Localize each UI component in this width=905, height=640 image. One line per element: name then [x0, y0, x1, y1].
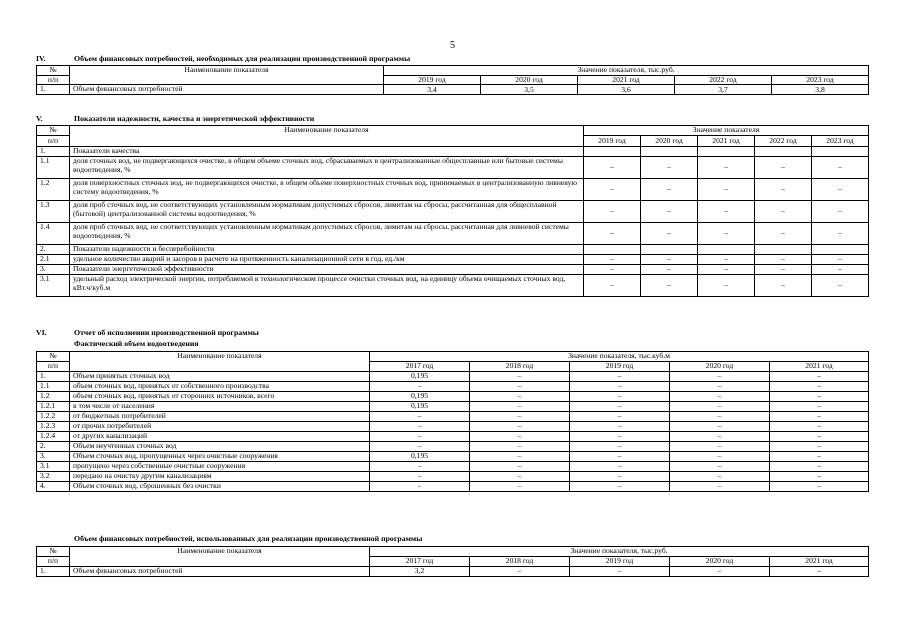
row-value: –	[570, 402, 670, 412]
row-number: 4.	[37, 482, 70, 492]
col-header-no: №	[37, 126, 70, 136]
row-value: –	[670, 402, 770, 412]
table-row	[37, 275, 869, 297]
row-value: –	[570, 392, 670, 402]
table-row	[37, 567, 869, 577]
year-header: 2018 год	[470, 362, 570, 372]
row-value: -	[370, 472, 470, 482]
year-header: 2021 год	[770, 557, 869, 567]
row-value: –	[770, 402, 869, 412]
row-number: 3.	[37, 265, 70, 275]
section-iv-heading: Объем финансовых потребностей, необходимых для реализации производственной программы	[74, 54, 411, 63]
col-header-pp: п/п	[37, 557, 70, 567]
table-row	[37, 382, 869, 392]
row-value: –	[698, 255, 755, 265]
row-value: –	[670, 392, 770, 402]
row-number: 1.2.2	[37, 412, 70, 422]
row-value: –	[770, 482, 869, 492]
row-value: –	[698, 201, 755, 223]
row-value: –	[570, 432, 670, 442]
row-value: –	[584, 255, 641, 265]
row-number: 1.2.1	[37, 402, 70, 412]
section-v-title	[36, 115, 314, 124]
row-name: доля проб сточных вод, не соответствующих установленным нормативам допустимых сбросов, лимитам на сбросы, рассчитанная для общесплавной (бытовой) централизованной системы водоотведения, %	[70, 201, 584, 223]
row-value: –	[770, 422, 869, 432]
row-number: 1.2.4	[37, 432, 70, 442]
row-value: –	[698, 157, 755, 179]
row-number: 3.2	[37, 472, 70, 482]
row-value: –	[770, 392, 869, 402]
year-header: 2022 год	[755, 136, 812, 147]
year-header: 2020 год	[641, 136, 698, 147]
row-number: 3.	[37, 452, 70, 462]
row-value: –	[812, 201, 869, 223]
year-header: 2019 год	[570, 557, 670, 567]
row-value: –	[670, 432, 770, 442]
row-value: –	[641, 179, 698, 201]
row-value: 3,5	[481, 85, 578, 95]
table-row	[37, 442, 869, 452]
wastewater-volume-table	[36, 351, 869, 492]
row-value: –	[641, 201, 698, 223]
row-value: –	[670, 422, 770, 432]
section-vi-number: VI.	[36, 328, 47, 337]
row-name: доля сточных вод, не подвергающихся очистке, в общем объеме сточных вод, сбрасываемых в централизованные общесплавные или бытовые системы водоотведения, %	[70, 157, 584, 179]
table-row	[37, 462, 869, 472]
row-name: доля поверхностных сточных вод, не подвергающихся очистке, в общем объеме поверхностных сточных вод, принимаемых в централизованную ливневую систему водоотведения, %	[70, 179, 584, 201]
col-header-no: №	[37, 547, 70, 557]
row-value: –	[770, 472, 869, 482]
financial-needs-table	[36, 65, 869, 95]
year-header: 2018 год	[470, 557, 570, 567]
row-value: –	[584, 265, 641, 275]
row-value: -	[370, 462, 470, 472]
row-name: от бюджетных потребителей	[70, 412, 370, 422]
row-number: 1.2	[37, 179, 70, 201]
row-name: пропущено через собственные очистные сооружения	[70, 462, 370, 472]
row-name: от прочих потребителей	[70, 422, 370, 432]
row-value: –	[770, 372, 869, 382]
table-row	[37, 85, 869, 95]
year-header: 2017 год	[370, 557, 470, 567]
row-value: –	[770, 382, 869, 392]
row-value: 3,2	[370, 567, 470, 577]
row-value: -	[370, 382, 470, 392]
row-value: –	[812, 275, 869, 297]
row-value: –	[812, 255, 869, 265]
financial-used-title: Объем финансовых потребностей, использованных для реализации производственной программы	[74, 534, 423, 543]
row-value: –	[470, 372, 570, 382]
row-value: –	[470, 452, 570, 462]
table-row	[37, 412, 869, 422]
row-value: –	[641, 157, 698, 179]
row-value: –	[812, 265, 869, 275]
row-value: –	[670, 462, 770, 472]
row-number: 1.	[37, 85, 70, 95]
year-header: 2019 год	[584, 136, 641, 147]
row-name: Объем финансовых потребностей	[70, 567, 370, 577]
table-row	[37, 372, 869, 382]
row-name: передано на очистку другим канализациям	[70, 472, 370, 482]
row-value: –	[755, 223, 812, 245]
row-name: доля проб сточных вод, не соответствующих установленным нормативам допустимых сбросов, лимитам на сбросы, рассчитанная для ливневой системы водоотведения, %	[70, 223, 584, 245]
row-name: объем сточных вод, принятых от собственного производства	[70, 382, 370, 392]
row-value: –	[770, 412, 869, 422]
row-value: –	[570, 462, 670, 472]
row-value: –	[770, 567, 869, 577]
table-row	[37, 147, 869, 157]
table-row	[37, 265, 869, 275]
row-value: 3,7	[675, 85, 772, 95]
row-name: удельный расход электрической энергии, потребляемой в технологическом процессе очистки сточных вод, на единицу объема очищаемых сточных вод, кВт.ч/куб.м	[70, 275, 584, 297]
row-value: –	[470, 422, 570, 432]
row-number: 1.	[37, 147, 70, 157]
year-header: 2023 год	[772, 75, 869, 85]
col-header-name: Наименование показателя	[70, 126, 584, 147]
row-value: 0,195	[370, 372, 470, 382]
row-value: –	[670, 472, 770, 482]
row-value: –	[470, 392, 570, 402]
row-value: –	[584, 201, 641, 223]
reliability-indicators-table	[36, 125, 869, 297]
row-value: –	[755, 255, 812, 265]
section-v-heading: Показатели надежности, качества и энергетической эффективности	[74, 114, 315, 123]
row-value: –	[570, 472, 670, 482]
year-header: 2020 год	[670, 557, 770, 567]
year-header: 2020 год	[481, 75, 578, 85]
col-header-value: Значение показателя, тыс.куб.м	[370, 352, 869, 362]
section-iv-title	[36, 55, 410, 64]
row-value: –	[584, 223, 641, 245]
year-header: 2017 год	[370, 362, 470, 372]
section-vi-subtitle: Фактический объем водоотведения	[74, 339, 199, 348]
row-value: –	[370, 432, 470, 442]
row-value: –	[584, 179, 641, 201]
row-name: Объем принятых сточных вод	[70, 372, 370, 382]
row-value: –	[570, 567, 670, 577]
table-row	[37, 472, 869, 482]
row-value: –	[570, 382, 670, 392]
row-value: –	[641, 223, 698, 245]
row-value: –	[698, 265, 755, 275]
row-value: –	[470, 472, 570, 482]
col-header-no: №	[37, 352, 70, 362]
row-value: –	[584, 275, 641, 297]
row-value: –	[470, 382, 570, 392]
row-name: Показатели качества	[70, 147, 584, 157]
col-header-name: Наименование показателя	[70, 66, 384, 85]
row-value: –	[370, 422, 470, 432]
table-row	[37, 482, 869, 492]
row-name: Объем сточных вод, пропущенных через очистные сооружения	[70, 452, 370, 462]
row-name: Объем финансовых потребностей	[70, 85, 384, 95]
row-value: –	[698, 179, 755, 201]
table-row	[37, 223, 869, 245]
row-value: –	[755, 179, 812, 201]
row-value: 0,195	[370, 402, 470, 412]
row-value: –	[812, 223, 869, 245]
row-value: –	[670, 452, 770, 462]
section-v-number: V.	[36, 114, 43, 123]
row-name: Показатели энергетической эффективности	[70, 265, 584, 275]
row-name: Объем сточных вод, сброшенных без очистки	[70, 482, 370, 492]
row-number: 3.1	[37, 462, 70, 472]
row-name: от других канализаций	[70, 432, 370, 442]
row-name: объем сточных вод, принятых от сторонних источников, всего	[70, 392, 370, 402]
col-header-name: Наименование показателя	[70, 352, 370, 372]
table-row	[37, 245, 869, 255]
row-number: 1.	[37, 372, 70, 382]
row-name: Объем неучтенных сточных вод	[70, 442, 370, 452]
table-row	[37, 201, 869, 223]
row-value: –	[770, 442, 869, 452]
row-value: –	[670, 372, 770, 382]
table-row	[37, 432, 869, 442]
row-value: 0,195	[370, 452, 470, 462]
row-number: 3.1	[37, 275, 70, 297]
row-value: –	[641, 275, 698, 297]
row-value: 3,6	[578, 85, 675, 95]
year-header: 2020 год	[670, 362, 770, 372]
col-header-pp: п/п	[37, 362, 70, 372]
row-number: 1.	[37, 567, 70, 577]
row-value: –	[770, 462, 869, 472]
row-value: –	[370, 412, 470, 422]
row-value: –	[670, 482, 770, 492]
row-number: 1.3	[37, 201, 70, 223]
row-number: 1.1	[37, 157, 70, 179]
row-value: –	[470, 432, 570, 442]
section-vi-title	[36, 329, 259, 338]
row-value: –	[570, 372, 670, 382]
row-value: –	[570, 412, 670, 422]
row-value: -	[370, 482, 470, 492]
col-header-value: Значение показателя, тыс.руб.	[370, 547, 869, 557]
row-number: 1.1	[37, 382, 70, 392]
row-value: –	[470, 482, 570, 492]
col-header-name: Наименование показателя	[70, 547, 370, 567]
row-value: –	[698, 275, 755, 297]
year-header: 2021 год	[578, 75, 675, 85]
row-value: –	[670, 567, 770, 577]
table-row	[37, 179, 869, 201]
year-header: 2023 год	[812, 136, 869, 147]
row-value: –	[755, 275, 812, 297]
row-number: 2.	[37, 245, 70, 255]
row-value: –	[770, 452, 869, 462]
col-header-value: Значение показателя, тыс.руб.	[384, 66, 869, 76]
row-value: –	[470, 567, 570, 577]
col-header-value: Значение показателя	[584, 126, 869, 136]
section-iv-number: IV.	[36, 54, 46, 63]
section-vi-heading: Отчет об исполнении производственной программы	[74, 328, 259, 337]
row-value: 0,195	[370, 392, 470, 402]
col-header-no: №	[37, 66, 70, 76]
table-row	[37, 392, 869, 402]
page-number: 5	[450, 40, 455, 51]
row-value: –	[670, 412, 770, 422]
row-value: –	[570, 442, 670, 452]
col-header-pp: п/п	[37, 75, 70, 85]
year-header: 2021 год	[770, 362, 869, 372]
row-name: в том числе от населения	[70, 402, 370, 412]
financial-used-table	[36, 546, 869, 577]
row-number: 2.	[37, 442, 70, 452]
row-value: –	[470, 412, 570, 422]
row-value: –	[770, 432, 869, 442]
row-value: –	[670, 442, 770, 452]
row-name: удельное количество аварий и засоров в расчете на протяженность канализационной сети в год, ед./км	[70, 255, 584, 265]
row-value: –	[755, 201, 812, 223]
row-value: –	[755, 157, 812, 179]
table-row	[37, 402, 869, 412]
row-value: –	[470, 442, 570, 452]
year-header: 2021 год	[698, 136, 755, 147]
table-row	[37, 157, 869, 179]
row-value: 3,8	[772, 85, 869, 95]
row-value: –	[670, 382, 770, 392]
year-header: 2022 год	[675, 75, 772, 85]
row-value: –	[812, 157, 869, 179]
row-value: –	[570, 422, 670, 432]
row-number: 2.1	[37, 255, 70, 265]
year-header: 2019 год	[570, 362, 670, 372]
row-value: –	[570, 482, 670, 492]
row-value: –	[641, 265, 698, 275]
row-value: –	[470, 462, 570, 472]
row-value: –	[470, 402, 570, 412]
row-value: –	[584, 157, 641, 179]
row-value: –	[812, 179, 869, 201]
table-row	[37, 422, 869, 432]
row-number: 1.4	[37, 223, 70, 245]
table-row	[37, 255, 869, 265]
row-value: –	[641, 255, 698, 265]
row-value: 3,4	[384, 85, 481, 95]
col-header-pp: п/п	[37, 136, 70, 147]
row-number: 1.2.3	[37, 422, 70, 432]
row-value: –	[698, 223, 755, 245]
year-header: 2019 год	[384, 75, 481, 85]
row-value: –	[755, 265, 812, 275]
row-value: –	[570, 452, 670, 462]
row-value: –	[370, 442, 470, 452]
row-name: Показатели надежности и бесперебойности	[70, 245, 584, 255]
table-row	[37, 452, 869, 462]
row-number: 1.2	[37, 392, 70, 402]
